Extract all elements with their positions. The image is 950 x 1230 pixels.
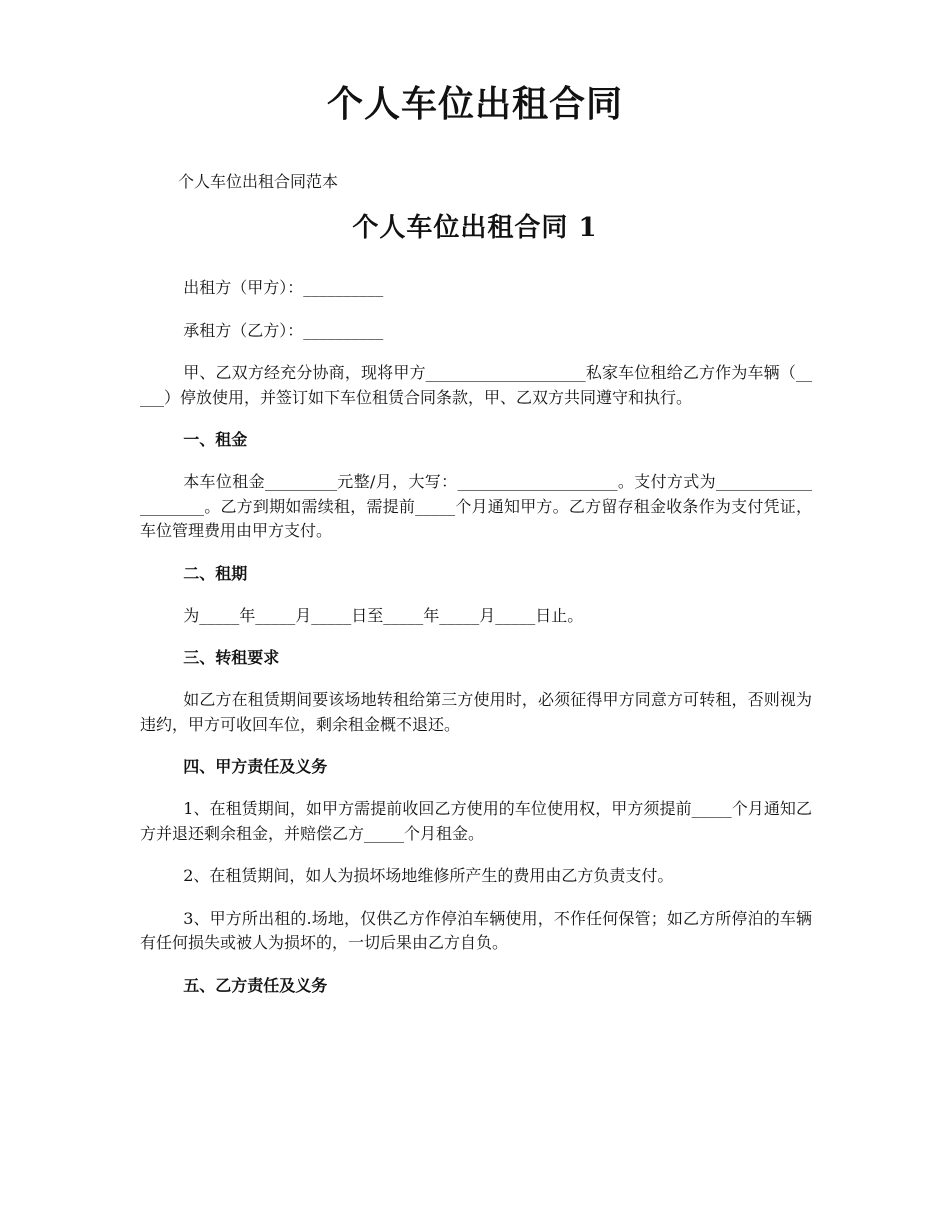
section-paragraph: 1、在租赁期间，如甲方需提前收回乙方使用的车位使用权，甲方须提前_____个月通知乙方并退还剩余租金，并赔偿乙方_____个月租金。 (140, 799, 812, 843)
section-heading: 五、乙方责任及义务 (183, 975, 328, 995)
section-lessee-duties (140, 974, 812, 998)
section-heading: 二、租期 (183, 563, 248, 583)
section-term (140, 562, 812, 629)
section-paragraph: 本车位租金_________元整/月，大写：____________________。支付方式为____________________。乙方到期如需续租，需提前_____个月通知甲方。乙方留存租金收条作为支付凭证，车位管理费用由甲方支付。 (140, 472, 812, 540)
section-paragraph: 2、在租赁期间，如人为损坏场地维修所产生的费用由乙方负责支付。 (183, 866, 674, 885)
contract-title: 个人车位出租合同 1 (352, 213, 598, 243)
main-title: 个人车位出租合同 (326, 83, 623, 125)
section-heading: 三、转租要求 (183, 648, 280, 667)
section-lessor-duties (140, 755, 812, 956)
lessee-line: 承租方（乙方）：__________ (183, 320, 384, 340)
section-paragraph: 3、甲方所出租的.场地，仅供乙方作停泊车辆使用，不作任何保管；如乙方所停泊的车辆有任何损失或被人为损坏的，一切后果由乙方自负。 (140, 908, 812, 952)
section-heading: 四、甲方责任及义务 (183, 757, 328, 776)
section-paragraph: 如乙方在租赁期间要该场地转租给第三方使用时，必须征得甲方同意方可转租，否则视为违约，甲方可收回车位，剩余租金概不退还。 (140, 690, 812, 734)
section-rent (140, 428, 812, 544)
lessor-line: 出租方（甲方）：__________ (183, 278, 384, 297)
section-paragraph: 为_____年_____月_____日至_____年_____月_____日止。 (183, 605, 584, 625)
subtitle: 个人车位出租合同范本 (178, 172, 339, 191)
section-sublease (140, 646, 812, 737)
section-heading: 一、租金 (183, 430, 248, 449)
intro-paragraph: 甲、乙双方经充分协商，现将甲方____________________私家车位租给乙方作为车辆（_____）停放使用，并签订如下车位租赁合同条款，甲、乙双方共同遵守和执行。 (140, 363, 812, 407)
contract-body (140, 276, 812, 1016)
